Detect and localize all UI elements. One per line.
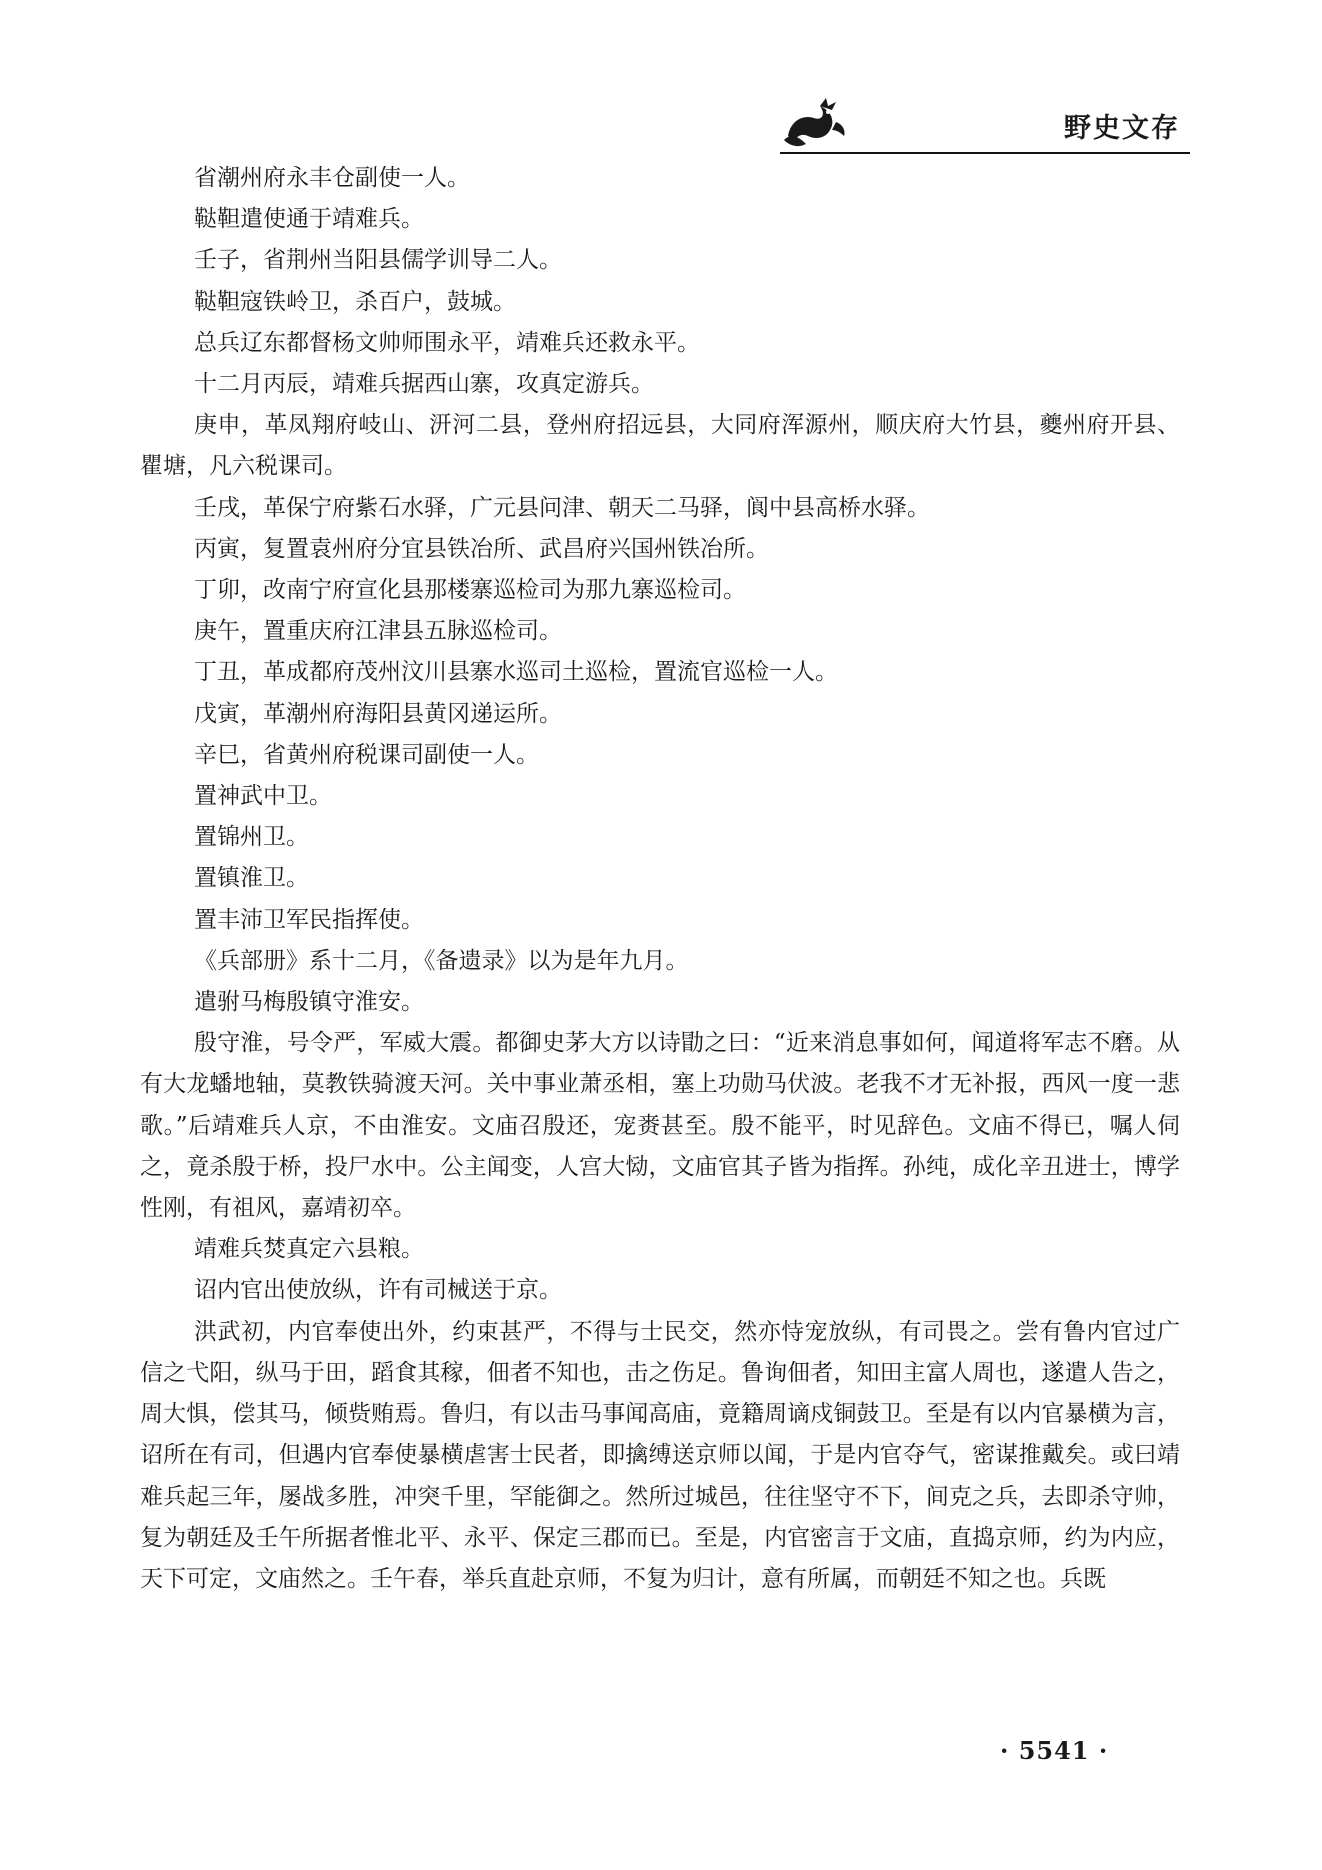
paragraph: 置镇淮卫。 (194, 865, 309, 892)
paragraph: 壬戌，革保宁府紫石水驿，广元县问津、朝天二马驿，阆中县高桥水驿。 (194, 494, 930, 521)
page-number: · 5541 · (1000, 1736, 1109, 1765)
series-title: 野史文存 (1064, 113, 1180, 144)
paragraph: 壬子，省荆州当阳县儒学训导二人。 (194, 247, 562, 274)
dragon-emblem-icon (780, 92, 850, 152)
paragraph: 置神武中卫。 (194, 783, 332, 810)
page-body (140, 158, 1180, 1600)
paragraph: 辛巳，省黄州府税课司副使一人。 (194, 741, 539, 768)
paragraph: 诏内官出使放纵，许有司械送于京。 (194, 1277, 562, 1304)
paragraph: 省潮州府永丰仓副使一人。 (194, 165, 470, 191)
paragraph: 遣驸马梅殷镇守淮安。 (194, 989, 424, 1016)
paragraph: 殷守淮，号令严，军威大震。都御史茅大方以诗勖之曰：“近来消息事如何，闻道将军志不磨。从有大龙蟠地轴，莫教铁骑渡天河。关中事业萧丞相，塞上功勋马伏波。老我不才无补报，西风一度一悲歌。”后靖难兵人京，不由淮安。文庙召殷还，宠赉甚至。殷不能平，时见辞色。文庙不得已，嘱人伺之，竟杀殷于桥，投尸水中。公主闻变，人宫大恸，文庙官其子皆为指挥。孙纯，成化辛丑进士，博学性刚，有祖风，嘉靖初卒。 (140, 1030, 1180, 1222)
paragraph: 庚申，革凤翔府岐山、汧河二县，登州府招远县，大同府浑源州，顺庆府大竹县，夔州府开县、瞿塘，凡六税课司。 (140, 412, 1180, 480)
paragraph: 靖难兵焚真定六县粮。 (194, 1236, 424, 1263)
paragraph: 丁卯，改南宁府宣化县那楼寨巡检司为那九寨巡检司。 (194, 577, 746, 604)
paragraph: 《兵部册》系十二月，《备遗录》以为是年九月。 (194, 947, 689, 974)
paragraph: 丁丑，革成都府茂州汶川县寨水巡司土巡检，置流官巡检一人。 (194, 659, 838, 686)
paragraph: 洪武初，内官奉使出外，约束甚严，不得与士民交，然亦恃宠放纵，有司畏之。尝有鲁内官过广信之弋阳，纵马于田，蹈食其稼，佃者不知也，击之伤足。鲁询佃者，知田主富人周也，遂遣人告之，周大惧，偿其马，倾赀贿焉。鲁归，有以击马事闻高庙，竟籍周谪戍铜鼓卫。至是有以内官暴横为言，诏所在有司，但遇内官奉使暴横虐害士民者，即擒缚送京师以闻，于是内官夺气，密谋推戴矣。或曰靖难兵起三年，屡战多胜，冲突千里，罕能御之。然所过城邑，往往坚守不下，间克之兵，去即杀守帅，复为朝廷及壬午所据者惟北平、永平、保定三郡而已。至是，内官密言于文庙，直捣京师，约为内应，天下可定，文庙然之。壬午春，举兵直赴京师，不复为归计，意有所属，而朝廷不知之也。兵既 (140, 1318, 1180, 1592)
header-rule (780, 152, 1190, 154)
paragraph: 丙寅，复置袁州府分宜县铁冶所、武昌府兴国州铁冶所。 (194, 535, 769, 562)
paragraph: 置锦州卫。 (194, 824, 309, 851)
paragraph: 十二月丙辰，靖难兵据西山寨，攻真定游兵。 (194, 371, 654, 398)
paragraph: 庚午，置重庆府江津县五脉巡检司。 (194, 618, 562, 645)
paragraph: 鞑靼遣使通于靖难兵。 (194, 206, 424, 233)
page-header (780, 92, 1200, 152)
paragraph: 戊寅，革潮州府海阳县黄冈递运所。 (194, 700, 562, 727)
paragraph: 置丰沛卫军民指挥使。 (194, 906, 424, 933)
paragraph: 总兵辽东都督杨文帅师围永平，靖难兵还救永平。 (194, 329, 700, 356)
paragraph: 鞑靼寇铁岭卫，杀百户，鼓城。 (194, 288, 516, 315)
